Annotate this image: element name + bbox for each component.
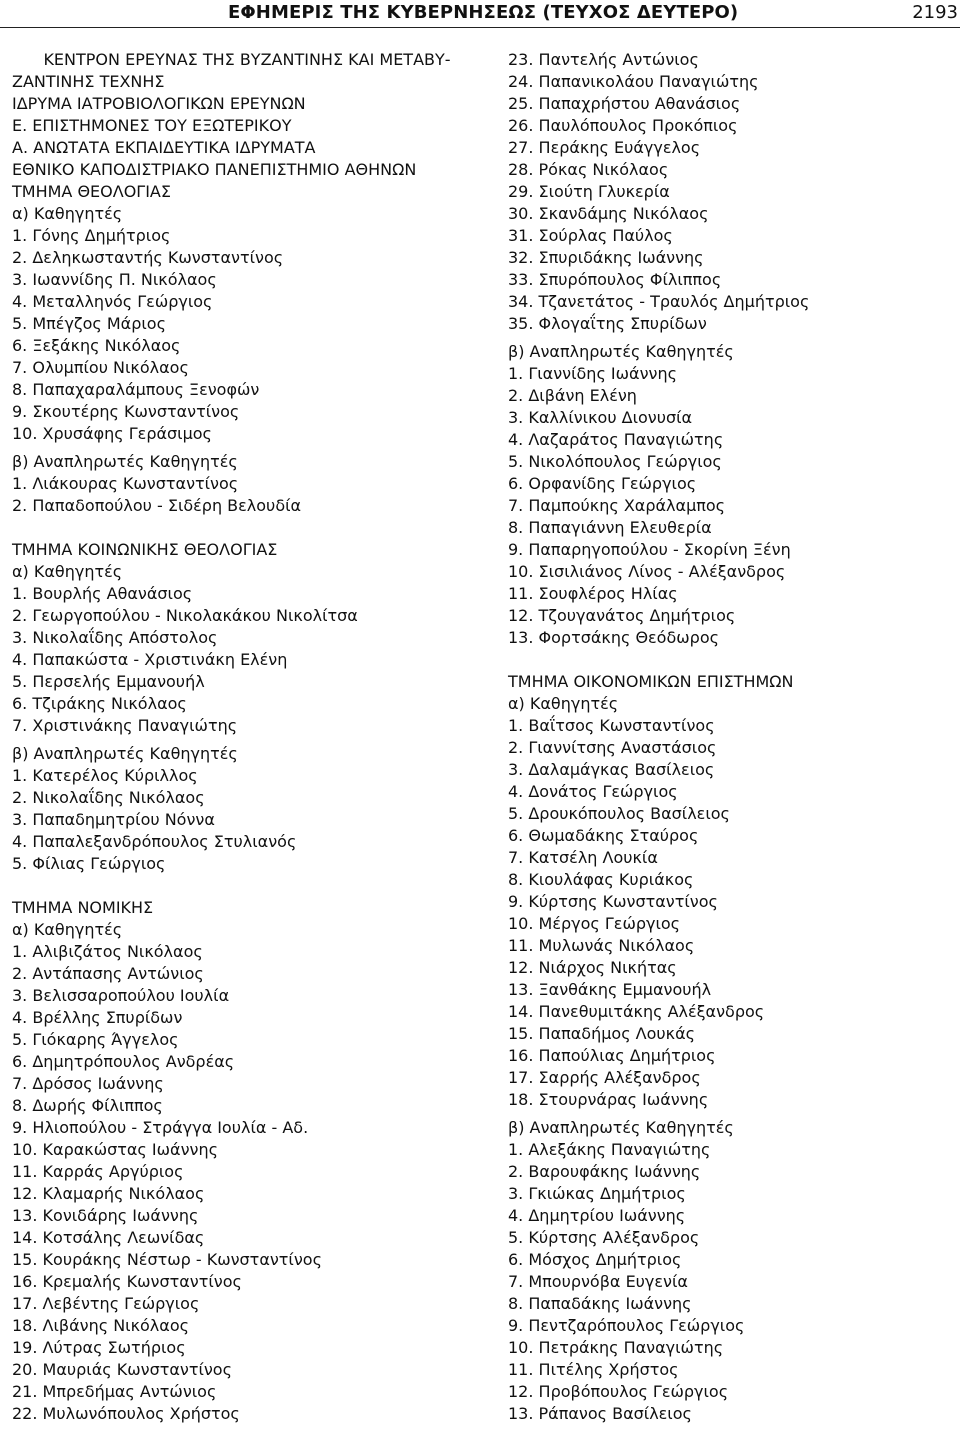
section-spacer — [12, 517, 490, 539]
text-line: 33. Σπυρόπουλος Φίλιππος — [508, 270, 722, 289]
text-line: β) Αναπληρωτές Καθηγητές — [508, 342, 734, 361]
header-divider — [0, 27, 960, 28]
text-line: 2. Γιαννίτσης Αναστάσιος — [508, 738, 717, 757]
text-line: 1. Λιάκουρας Κωνσταντίνος — [12, 474, 239, 493]
text-line: 17. Λεβέντης Γεώργιος — [12, 1294, 200, 1313]
text-line: 9. Πεντζαρόπουλος Γεώργιος — [508, 1316, 745, 1335]
text-line: 2. Γεωργοπούλου - Νικολακάκου Νικολίτσα — [12, 606, 358, 625]
text-line: 2. Διβάνη Ελένη — [508, 386, 637, 405]
text-line: 10. Μέργος Γεώργιος — [508, 914, 681, 933]
text-line: 6. Ορφανίδης Γεώργιος — [508, 474, 697, 493]
text-line: α) Καθηγητές — [508, 694, 619, 713]
text-line: 23. Παντελής Αντώνιος — [508, 50, 699, 69]
text-line: 4. Δημητρίου Ιωάννης — [508, 1206, 686, 1225]
text-line: 3. Παπαδημητρίου Νόννα — [12, 810, 215, 829]
text-line: ΤΜΗΜΑ ΝΟΜΙΚΗΣ — [12, 898, 154, 917]
text-line: β) Αναπληρωτές Καθηγητές — [12, 744, 238, 763]
text-line: 32. Σπυριδάκης Ιωάννης — [508, 248, 704, 267]
text-line: 11. Πιτέλης Χρήστος — [508, 1360, 679, 1379]
text-line: 10. Χρυσάφης Γεράσιμος — [12, 424, 212, 443]
text-line: 7. Ολυμπίου Νικόλαος — [12, 358, 189, 377]
text-line: 8. Παπαγιάννη Ελευθερία — [508, 518, 712, 537]
text-line: 8. Παπαδάκης Ιωάννης — [508, 1294, 692, 1313]
text-line: 12. Κλαμαρής Νικόλαος — [12, 1184, 205, 1203]
text-line: 2. Νικολαΐδης Νικόλαος — [12, 788, 205, 807]
text-line: 11. Καρράς Αργύριος — [12, 1162, 184, 1181]
text-line: α) Καθηγητές — [12, 562, 123, 581]
text-line: 13. Φορτσάκης Θεόδωρος — [508, 628, 719, 647]
text-line: 22. Μυλωνόπουλος Χρήστος — [12, 1404, 240, 1423]
text-line: 4. Μεταλληνός Γεώργιος — [12, 292, 213, 311]
text-line: 34. Τζανετάτος - Τραυλός Δημήτριος — [508, 292, 810, 311]
text-line: β) Αναπληρωτές Καθηγητές — [508, 1118, 734, 1137]
text-line: 7. Μπουρνόβα Ευγενία — [508, 1272, 688, 1291]
text-line: 2. Αντάπασης Αντώνιος — [12, 964, 204, 983]
text-line: 15. Παπαδήμος Λουκάς — [508, 1024, 696, 1043]
text-line: 3. Νικολαΐδης Απόστολος — [12, 628, 218, 647]
text-line: 6. Τζιράκης Νικόλαος — [12, 694, 187, 713]
text-line: 1. Γιαννίδης Ιωάννης — [508, 364, 677, 383]
text-line: 14. Κοτσάλης Λεωνίδας — [12, 1228, 205, 1247]
text-line: 30. Σκανδάμης Νικόλαος — [508, 204, 709, 223]
text-line: 5. Δρουκόπουλος Βασίλειος — [508, 804, 730, 823]
left-column — [12, 49, 490, 1425]
text-line: 24. Παπανικολάου Παναγιώτης — [508, 72, 759, 91]
text-line: 1. Αλεξάκης Παναγιώτης — [508, 1140, 711, 1159]
section-spacer — [12, 875, 490, 897]
text-line: 9. Κύρτσης Κωνσταντίνος — [508, 892, 718, 911]
text-line: 2. Παπαδοπούλου - Σιδέρη Βελουδία — [12, 496, 302, 515]
text-line: 13. Ράπανος Βασίλειος — [508, 1404, 692, 1423]
text-line: 20. Μαυριάς Κωνσταντίνος — [12, 1360, 232, 1379]
text-line: 27. Περάκης Ευάγγελος — [508, 138, 701, 157]
text-line: 14. Πανεθυμιτάκης Αλέξανδρος — [508, 1002, 765, 1021]
text-line: 16. Κρεμαλής Κωνσταντίνος — [12, 1272, 242, 1291]
text-line: 6. Ξεξάκης Νικόλαος — [12, 336, 181, 355]
text-line: 12. Νιάρχος Νικήτας — [508, 958, 677, 977]
text-line: 5. Νικολόπουλος Γεώργιος — [508, 452, 722, 471]
text-line: 29. Σιούτη Γλυκερία — [508, 182, 670, 201]
text-line: 3. Βελισσαροπούλου Ιουλία — [12, 986, 230, 1005]
text-line: 5. Κύρτσης Αλέξανδρος — [508, 1228, 700, 1247]
section-spacer — [508, 649, 958, 671]
text-line: 21. Μπρεδήμας Αντώνιος — [12, 1382, 217, 1401]
text-line: α) Καθηγητές — [12, 204, 123, 223]
text-line: Ε. ΕΠΙΣΤΗΜΟΝΕΣ ΤΟΥ ΕΞΩΤΕΡΙΚΟΥ — [12, 116, 292, 135]
page-header — [0, 0, 960, 26]
text-line: 18. Στουρνάρας Ιωάννης — [508, 1090, 709, 1109]
page-number: 2193 — [912, 2, 958, 23]
text-line: 9. Σκουτέρης Κωνσταντίνος — [12, 402, 240, 421]
text-line: 7. Παμπούκης Χαράλαμπος — [508, 496, 726, 515]
text-line: Α. ΑΝΩΤΑΤΑ ΕΚΠΑΙΔΕΥΤΙΚΑ ΙΔΡΥΜΑΤΑ — [12, 138, 316, 157]
text-line: ΚΕΝΤΡΟΝ ΕΡΕΥΝΑΣ ΤΗΣ ΒΥΖΑΝΤΙΝΗΣ ΚΑΙ ΜΕΤΑΒΥ- — [43, 50, 451, 69]
text-line: 35. Φλογαΐτης Σπυρίδων — [508, 314, 707, 333]
text-line: 7. Χριστινάκης Παναγιώτης — [12, 716, 238, 735]
text-line: 3. Ιωαννίδης Π. Νικόλαος — [12, 270, 217, 289]
text-line: 15. Κουράκης Νέστωρ - Κωνσταντίνος — [12, 1250, 322, 1269]
text-line: 3. Γκιώκας Δημήτριος — [508, 1184, 686, 1203]
text-line: 11. Μυλωνάς Νικόλαος — [508, 936, 695, 955]
text-line: 6. Μόσχος Δημήτριος — [508, 1250, 682, 1269]
text-line: 1. Κατερέλος Κύριλλος — [12, 766, 198, 785]
text-line: 12. Προβόπουλος Γεώργιος — [508, 1382, 729, 1401]
text-line: 5. Γιόκαρης Άγγελος — [12, 1030, 179, 1049]
text-line: 10. Σισιλιάνος Λίνος - Αλέξανδρος — [508, 562, 786, 581]
text-line: 1. Αλιβιζάτος Νικόλαος — [12, 942, 203, 961]
text-line: 1. Γόνης Δημήτριος — [12, 226, 171, 245]
text-line: 6. Θωμαδάκης Σταύρος — [508, 826, 699, 845]
text-line: 3. Καλλίνικου Διονυσία — [508, 408, 693, 427]
text-line: α) Καθηγητές — [12, 920, 123, 939]
text-line: 8. Παπαχαραλάμπους Ξενοφών — [12, 380, 260, 399]
text-line: ΕΘΝΙΚΟ ΚΑΠΟΔΙΣΤΡΙΑΚΟ ΠΑΝΕΠΙΣΤΗΜΙΟ ΑΘΗΝΩΝ — [12, 160, 417, 179]
text-line: 9. Παπαρηγοπούλου - Σκορίνη Ξένη — [508, 540, 791, 559]
text-line: 13. Κονιδάρης Ιωάννης — [12, 1206, 199, 1225]
text-line: 31. Σούρλας Παύλος — [508, 226, 673, 245]
text-line: 2. Δεληκωσταντής Κωνσταντίνος — [12, 248, 284, 267]
text-line: 1. Βουρλής Αθανάσιος — [12, 584, 193, 603]
text-line: 18. Λιβάνης Νικόλαος — [12, 1316, 189, 1335]
text-line: 4. Παπακώστα - Χριστινάκη Ελένη — [12, 650, 288, 669]
text-line: β) Αναπληρωτές Καθηγητές — [12, 452, 238, 471]
text-line: 19. Λύτρας Σωτήριος — [12, 1338, 186, 1357]
text-line: 5. Φίλιας Γεώργιος — [12, 854, 166, 873]
text-line: 4. Δονάτος Γεώργιος — [508, 782, 678, 801]
text-line: 8. Κιουλάφας Κυριάκος — [508, 870, 694, 889]
text-line: 4. Βρέλλης Σπυρίδων — [12, 1008, 183, 1027]
text-line: 26. Παυλόπουλος Προκόπιος — [508, 116, 738, 135]
text-line: ΤΜΗΜΑ ΚΟΙΝΩΝΙΚΗΣ ΘΕΟΛΟΓΙΑΣ — [12, 540, 278, 559]
text-line: 5. Περσελής Εμμανουήλ — [12, 672, 205, 691]
text-line: 28. Ρόκας Νικόλαος — [508, 160, 669, 179]
text-line: 17. Σαρρής Αλέξανδρος — [508, 1068, 701, 1087]
text-line: 2. Βαρουφάκης Ιωάννης — [508, 1162, 701, 1181]
text-line: 12. Τζουγανάτος Δημήτριος — [508, 606, 736, 625]
text-line: 6. Δημητρόπουλος Ανδρέας — [12, 1052, 235, 1071]
text-line: 5. Μπέγζος Μάριος — [12, 314, 166, 333]
text-line: 13. Ξανθάκης Εμμανουήλ — [508, 980, 712, 999]
right-column — [508, 49, 958, 1425]
text-line: 9. Ηλιοπούλου - Στράγγα Ιουλία - Αδ. — [12, 1118, 309, 1137]
text-line: ΖΑΝΤΙΝΗΣ ΤΕΧΝΗΣ — [12, 72, 165, 91]
text-line: 3. Δαλαμάγκας Βασίλειος — [508, 760, 715, 779]
text-line: 4. Λαζαράτος Παναγιώτης — [508, 430, 724, 449]
text-line: 10. Πετράκης Παναγιώτης — [508, 1338, 724, 1357]
text-line: 25. Παπαχρήστου Αθανάσιος — [508, 94, 741, 113]
gazette-title: ΕΦΗΜΕΡΙΣ ΤΗΣ ΚΥΒΕΡΝΗΣΕΩΣ (ΤΕΥΧΟΣ ΔΕΥΤΕΡΟ) — [228, 2, 739, 23]
text-line: 10. Καρακώστας Ιωάννης — [12, 1140, 218, 1159]
text-line: 7. Κατσέλη Λουκία — [508, 848, 658, 867]
text-line: ΙΔΡΥΜΑ ΙΑΤΡΟΒΙΟΛΟΓΙΚΩΝ ΕΡΕΥΝΩΝ — [12, 94, 306, 113]
text-line: 16. Παπούλιας Δημήτριος — [508, 1046, 716, 1065]
text-line: 1. Βαΐτσος Κωνσταντίνος — [508, 716, 715, 735]
text-line: ΤΜΗΜΑ ΘΕΟΛΟΓΙΑΣ — [12, 182, 171, 201]
text-line: 7. Δρόσος Ιωάννης — [12, 1074, 164, 1093]
text-line: ΤΜΗΜΑ ΟΙΚΟΝΟΜΙΚΩΝ ΕΠΙΣΤΗΜΩΝ — [508, 672, 794, 691]
text-line: 11. Σουφλέρος Ηλίας — [508, 584, 678, 603]
text-line: 4. Παπαλεξανδρόπουλος Στυλιανός — [12, 832, 297, 851]
text-line: 8. Δωρής Φίλιππος — [12, 1096, 163, 1115]
